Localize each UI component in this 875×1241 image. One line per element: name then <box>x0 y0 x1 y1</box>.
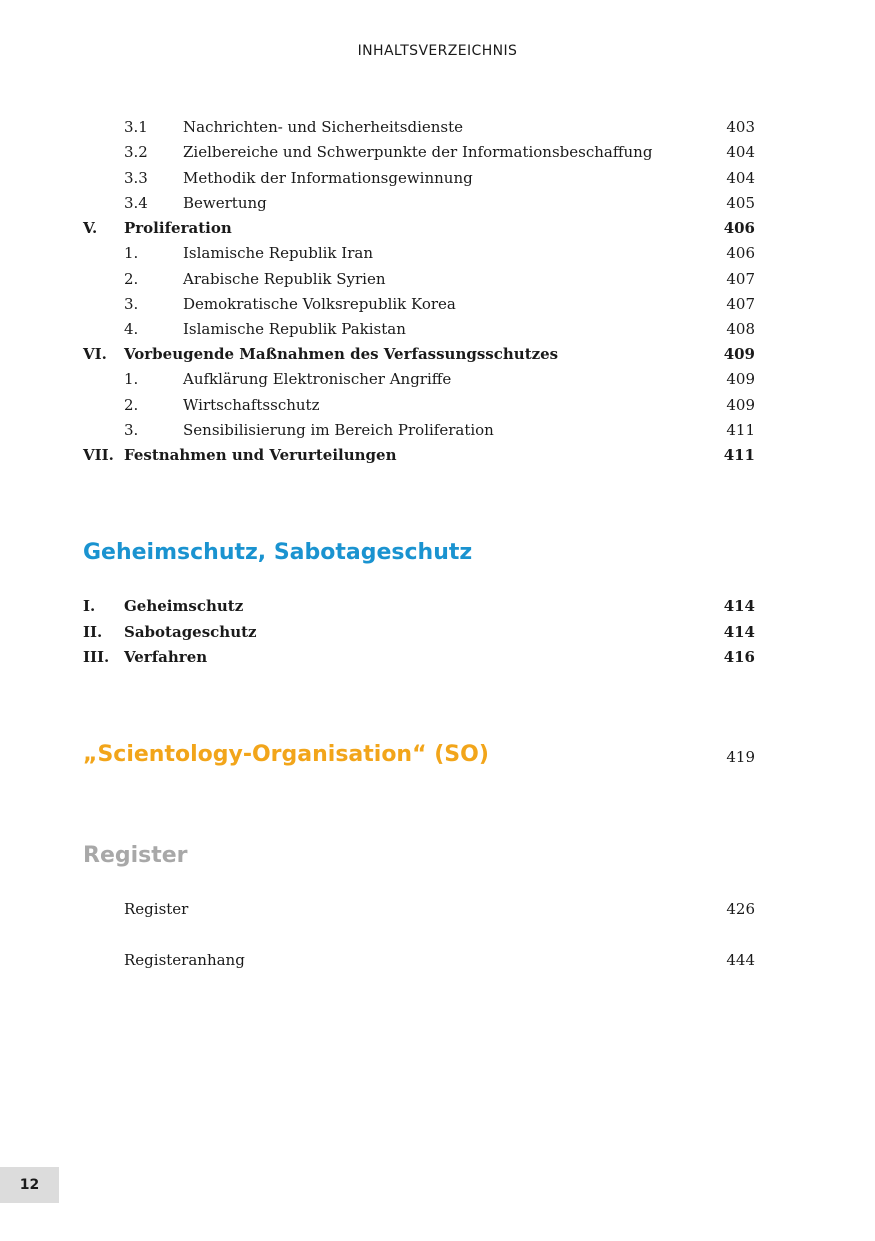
toc-entry-page: 409 <box>726 396 755 414</box>
toc-chapter[interactable] <box>83 217 755 239</box>
toc-entry[interactable] <box>83 368 755 390</box>
toc-entry-title: Demokratische Volksrepublik Korea <box>183 295 456 313</box>
toc-entry-number: 1. <box>124 370 139 388</box>
toc-chapter[interactable] <box>83 646 755 668</box>
toc-entry-page: 407 <box>726 295 755 313</box>
toc-chapter-page: 416 <box>723 648 755 666</box>
toc-entry-number: 3. <box>124 295 139 313</box>
toc-entry-number: 3.2 <box>124 143 148 161</box>
toc-chapter[interactable] <box>83 343 755 365</box>
toc-chapter-number: III. <box>83 648 110 666</box>
toc-entry-page: 405 <box>726 194 755 212</box>
toc-chapter[interactable] <box>83 595 755 617</box>
toc-entry-number: 1. <box>124 244 139 262</box>
toc-entry-page: 406 <box>726 244 755 262</box>
toc-entry[interactable] <box>83 949 755 971</box>
toc-entry-title: Sensibilisierung im Bereich Proliferation <box>183 421 494 439</box>
page-number: 12 <box>0 1167 59 1203</box>
section-heading-scientology[interactable]: „Scientology-Organisation“ (SO) <box>83 742 489 767</box>
toc-chapter-page: 414 <box>723 623 755 641</box>
section-heading-register[interactable]: Register <box>83 843 188 868</box>
toc-entry-page: 407 <box>726 270 755 288</box>
toc-chapter-number: I. <box>83 597 96 615</box>
toc-chapter-number: II. <box>83 623 103 641</box>
toc-chapter-page: 409 <box>723 345 755 363</box>
toc-entry-title: Islamische Republik Iran <box>183 244 373 262</box>
toc-entry[interactable] <box>83 318 755 340</box>
toc-chapter[interactable] <box>83 621 755 643</box>
toc-chapter-page: 411 <box>723 446 755 464</box>
toc-chapter-page: 406 <box>723 219 755 237</box>
toc-entry[interactable] <box>83 394 755 416</box>
toc-chapter-title: Proliferation <box>124 219 232 237</box>
toc-entry-page: 444 <box>726 951 755 969</box>
toc-entry-number: 3.4 <box>124 194 148 212</box>
toc-entry-number: 2. <box>124 270 139 288</box>
toc-entry-page: 404 <box>726 143 755 161</box>
toc-chapter-title: Geheimschutz <box>124 597 244 615</box>
toc-entry-title: Arabische Republik Syrien <box>183 270 386 288</box>
section-page-scientology: 419 <box>726 748 755 766</box>
toc-entry-number: 4. <box>124 320 139 338</box>
toc-chapter-number: VI. <box>83 345 107 363</box>
toc-chapter-number: VII. <box>83 446 114 464</box>
toc-entry-page: 403 <box>726 118 755 136</box>
toc-entry-number: 3.3 <box>124 169 148 187</box>
toc-chapter[interactable] <box>83 444 755 466</box>
toc-entry-title: Wirtschaftsschutz <box>183 396 320 414</box>
toc-entry[interactable] <box>83 293 755 315</box>
toc-entry[interactable] <box>83 898 755 920</box>
toc-entry-title: Register <box>124 900 189 918</box>
toc-entry-title: Aufklärung Elektronischer Angriffe <box>183 370 452 388</box>
toc-entry[interactable] <box>83 268 755 290</box>
toc-entry[interactable] <box>83 419 755 441</box>
toc-chapter-title: Festnahmen und Verurteilungen <box>124 446 397 464</box>
toc-entry-title: Zielbereiche und Schwerpunkte der Informationsbeschaffung <box>183 143 653 161</box>
toc-entry[interactable] <box>83 116 755 138</box>
toc-entry-page: 404 <box>726 169 755 187</box>
toc-chapter-page: 414 <box>723 597 755 615</box>
toc-entry-page: 426 <box>726 900 755 918</box>
toc-entry[interactable] <box>83 141 755 163</box>
toc-entry-title: Methodik der Informationsgewinnung <box>183 169 473 187</box>
toc-chapter-number: V. <box>83 219 98 237</box>
toc-entry-title: Bewertung <box>183 194 267 212</box>
toc-entry-page: 408 <box>726 320 755 338</box>
toc-entry-number: 2. <box>124 396 139 414</box>
toc-entry-number: 3. <box>124 421 139 439</box>
toc-entry-title: Islamische Republik Pakistan <box>183 320 406 338</box>
toc-entry-title: Nachrichten- und Sicherheitsdienste <box>183 118 464 136</box>
toc-entry-page: 409 <box>726 370 755 388</box>
toc-entry[interactable] <box>83 167 755 189</box>
toc-entry[interactable] <box>83 192 755 214</box>
toc-entry-number: 3.1 <box>124 118 148 136</box>
toc-entry-title: Registeranhang <box>124 951 245 969</box>
toc-entry-page: 411 <box>726 421 755 439</box>
toc-entry[interactable] <box>83 242 755 264</box>
section-heading-geheimschutz[interactable]: Geheimschutz, Sabotageschutz <box>83 540 473 565</box>
running-head: INHALTSVERZEICHNIS <box>357 43 518 59</box>
toc-chapter-title: Sabotageschutz <box>124 623 257 641</box>
toc-chapter-title: Verfahren <box>124 648 208 666</box>
toc-chapter-title: Vorbeugende Maßnahmen des Verfassungsschutzes <box>124 345 559 363</box>
